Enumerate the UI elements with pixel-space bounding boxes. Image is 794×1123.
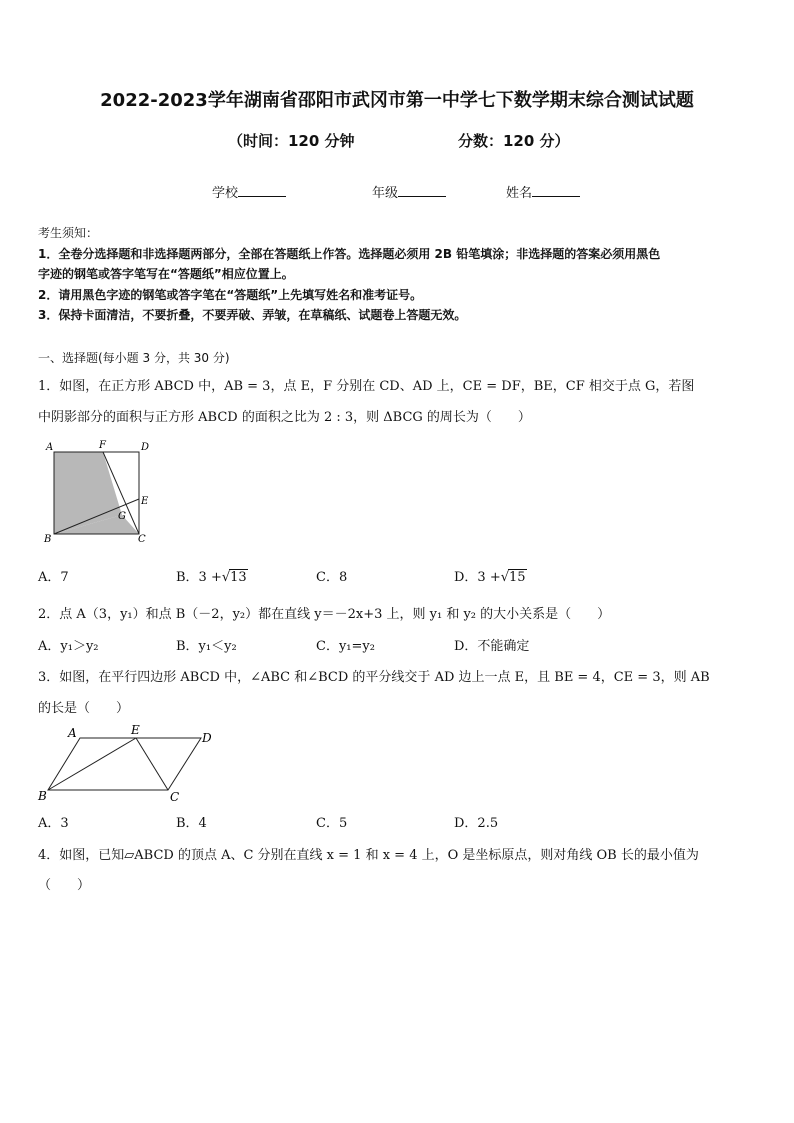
q1-option-a[interactable]: A．7 <box>38 570 69 585</box>
q3-label-d: D <box>202 731 212 745</box>
q3-option-a[interactable]: A．3 <box>38 816 69 831</box>
time-label: （时间：120 分钟 <box>228 132 355 150</box>
notice-item-1a: 1．全卷分选择题和非选择题两部分，全部在答题纸上作答。选择题必须用 2B 铅笔填涂；非选择题的答案必须用黑色 <box>38 247 661 261</box>
q2-option-d[interactable]: D．不能确定 <box>454 639 530 654</box>
name-blank[interactable] <box>532 184 580 197</box>
q3-stem-line1: 3．如图，在平行四边形 ABCD 中，∠ABC 和∠BCD 的平分线交于 AD 边上一点 E，且 BE = 4，CE = 3，则 AB <box>38 670 710 685</box>
school-label: 学校 <box>212 186 239 201</box>
section-heading: 一、选择题(每小题 3 分，共 30 分) <box>38 351 230 365</box>
q1-figure <box>40 438 155 546</box>
q3-option-b[interactable]: B．4 <box>176 816 207 831</box>
q1-label-g: G <box>118 511 126 522</box>
name-label: 姓名 <box>506 186 533 201</box>
name-field[interactable] <box>506 182 580 201</box>
school-field[interactable] <box>212 182 286 201</box>
q1-option-b[interactable]: B．3 +√13 <box>176 570 247 585</box>
q1-label-b: B <box>44 534 52 545</box>
q3-option-c[interactable]: C．5 <box>316 816 348 831</box>
grade-blank[interactable] <box>398 184 446 197</box>
school-blank[interactable] <box>238 184 286 197</box>
q3-option-d[interactable]: D．2.5 <box>454 816 499 831</box>
q2-stem: 2．点 A（3，y₁）和点 B（－2，y₂）都在直线 y＝－2x+3 上，则 y₁ 和 y₂ 的大小关系是（ ） <box>38 607 611 622</box>
q4-stem-line2: （ ） <box>38 878 91 893</box>
q1-stem-line1: 1．如图，在正方形 ABCD 中，AB = 3，点 E，F 分别在 CD、AD 上，CE = DF，BE，CF 相交于点 G，若图 <box>38 379 695 394</box>
q1-label-a: A <box>46 442 54 453</box>
q2-option-b[interactable]: B．y₁＜y₂ <box>176 639 237 654</box>
grade-field[interactable] <box>372 182 446 201</box>
notice-item-2: 2．请用黑色字迹的钢笔或答字笔在“答题纸”上先填写姓名和准考证号。 <box>38 288 423 302</box>
q1-stem-line2: 中阴影部分的面积与正方形 ABCD 的面积之比为 2 : 3，则 ΔBCG 的周长为（ ） <box>38 410 531 425</box>
q3-parallelogram <box>48 738 201 790</box>
page-title: 2022-2023学年湖南省邵阳市武冈市第一中学七下数学期末综合测试试题 <box>100 90 694 111</box>
grade-label: 年级 <box>372 186 399 201</box>
q3-label-e: E <box>131 723 140 737</box>
q1-option-c[interactable]: C．8 <box>316 570 348 585</box>
notice-item-3: 3．保持卡面清洁，不要折叠，不要弄破、弄皱，在草稿纸、试题卷上答题无效。 <box>38 308 467 322</box>
q4-stem-line1: 4．如图，已知▱ABCD 的顶点 A、C 分别在直线 x = 1 和 x = 4 上，O 是坐标原点，则对角线 OB 长的最小值为 <box>38 848 699 863</box>
q1-option-d[interactable]: D．3 +√15 <box>454 570 526 585</box>
q3-line-be <box>48 738 136 790</box>
q1-label-c: C <box>138 534 146 545</box>
q3-stem-line2: 的长是（ ） <box>38 701 130 716</box>
q1-label-f: F <box>99 440 106 451</box>
q3-label-a: A <box>68 726 77 740</box>
q1-label-d: D <box>141 442 150 453</box>
q3-line-ce <box>136 738 168 790</box>
q1-label-e: E <box>141 496 149 507</box>
notice-item-1b: 字迹的钢笔或答字笔写在“答题纸”相应位置上。 <box>38 267 294 281</box>
q3-figure <box>36 722 226 804</box>
q3-label-c: C <box>170 790 180 804</box>
notice-heading: 考生须知： <box>38 226 99 240</box>
q3-label-b: B <box>38 789 47 803</box>
score-label: 分数：120 分） <box>458 132 570 150</box>
q2-option-c[interactable]: C．y₁=y₂ <box>316 639 375 654</box>
q2-option-a[interactable]: A．y₁＞y₂ <box>38 639 99 654</box>
